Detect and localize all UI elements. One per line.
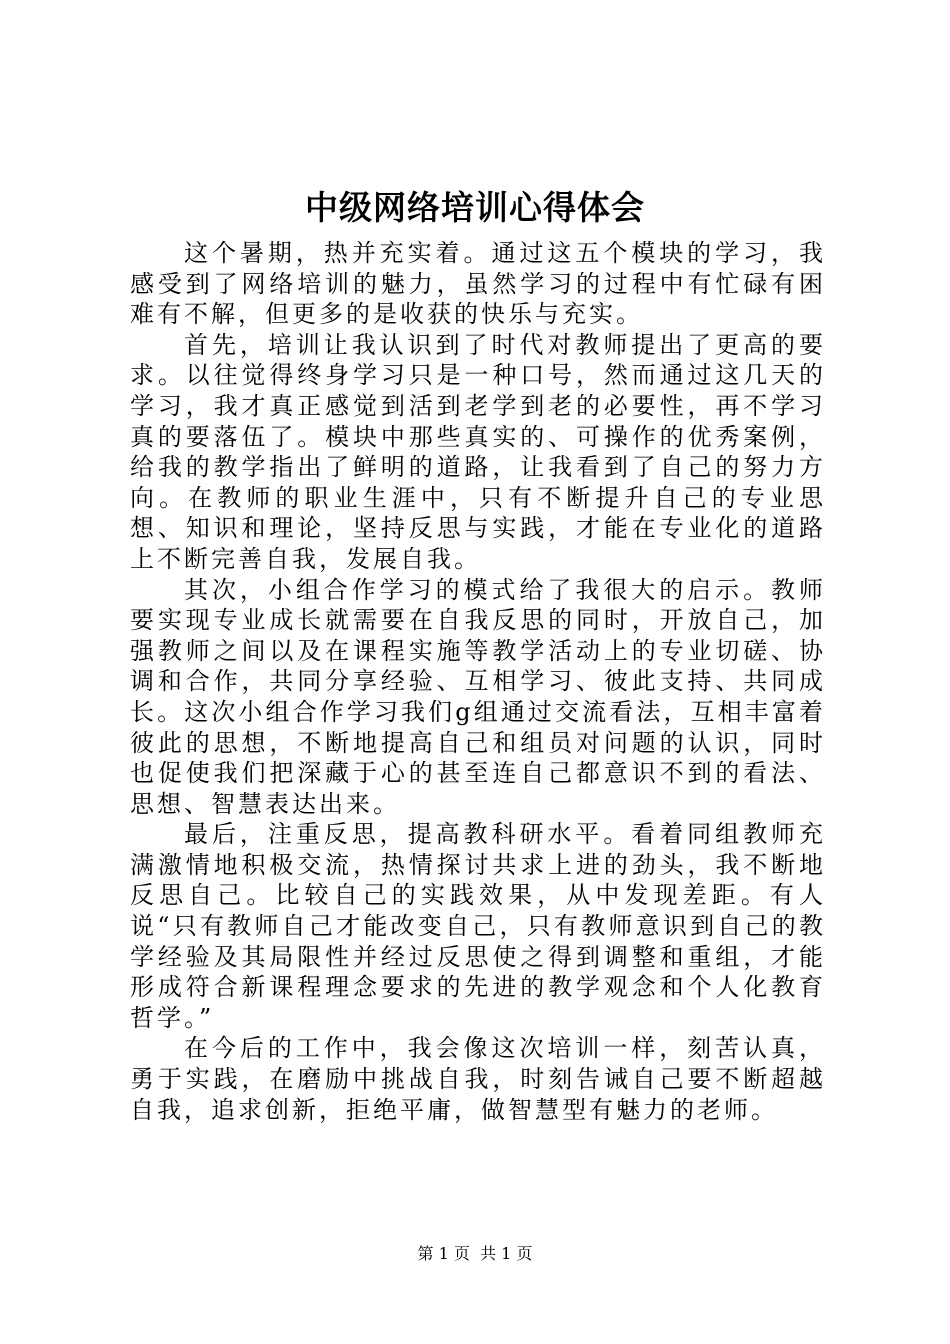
document-title: 中级网络培训心得体会 bbox=[305, 188, 645, 227]
page-footer bbox=[0, 1242, 950, 1266]
paragraph: 最后，注重反思，提高教科研水平。看着同组教师充满激情地积极交流，热情探讨共求上进的劲头，我不断地反思自己。比较自己的实践效果，从中发现差距。有人说“只有教师自己才能改变自己，只有教师意识到自己的教学经验及其局限性并经过反思使之得到调整和重组，才能形成符合新课程理念要求的先进的教学观念和个人化教育哲学。” bbox=[130, 820, 826, 1032]
paragraph: 这个暑期，热并充实着。通过这五个模块的学习，我感受到了网络培训的魅力，虽然学习的过程中有忙碌有困难有不解，但更多的是收获的快乐与充实。 bbox=[130, 239, 826, 329]
page-number-label: 第 1 页 共 1 页 bbox=[417, 1244, 533, 1263]
document-body bbox=[130, 238, 826, 1125]
paragraph: 其次，小组合作学习的模式给了我很大的启示。教师要实现专业成长就需要在自我反思的同时，开放自己，加强教师之间以及在课程实施等教学活动上的专业切磋、协调和合作，共同分享经验、互相学习、彼此支持、共同成长。这次小组合作学习我们g组通过交流看法，互相丰富着彼此的思想，不断地提高自己和组员对问题的认识，同时也促使我们把深藏于心的甚至连自己都意识不到的看法、思想、智慧表达出来。 bbox=[130, 575, 826, 818]
paragraph: 在今后的工作中，我会像这次培训一样，刻苦认真，勇于实践，在磨励中挑战自我，时刻告诫自己要不断超越自我，追求创新，拒绝平庸，做智慧型有魅力的老师。 bbox=[130, 1034, 826, 1124]
paragraph: 首先，培训让我认识到了时代对教师提出了更高的要求。以往觉得终身学习只是一种口号，然而通过这几天的学习，我才真正感觉到活到老学到老的必要性，再不学习真的要落伍了。模块中那些真实的、可操作的优秀案例，给我的教学指出了鲜明的道路，让我看到了自己的努力方向。在教师的职业生涯中，只有不断提升自己的专业思想、知识和理论，坚持反思与实践，才能在专业化的道路上不断完善自我，发展自我。 bbox=[130, 330, 826, 573]
